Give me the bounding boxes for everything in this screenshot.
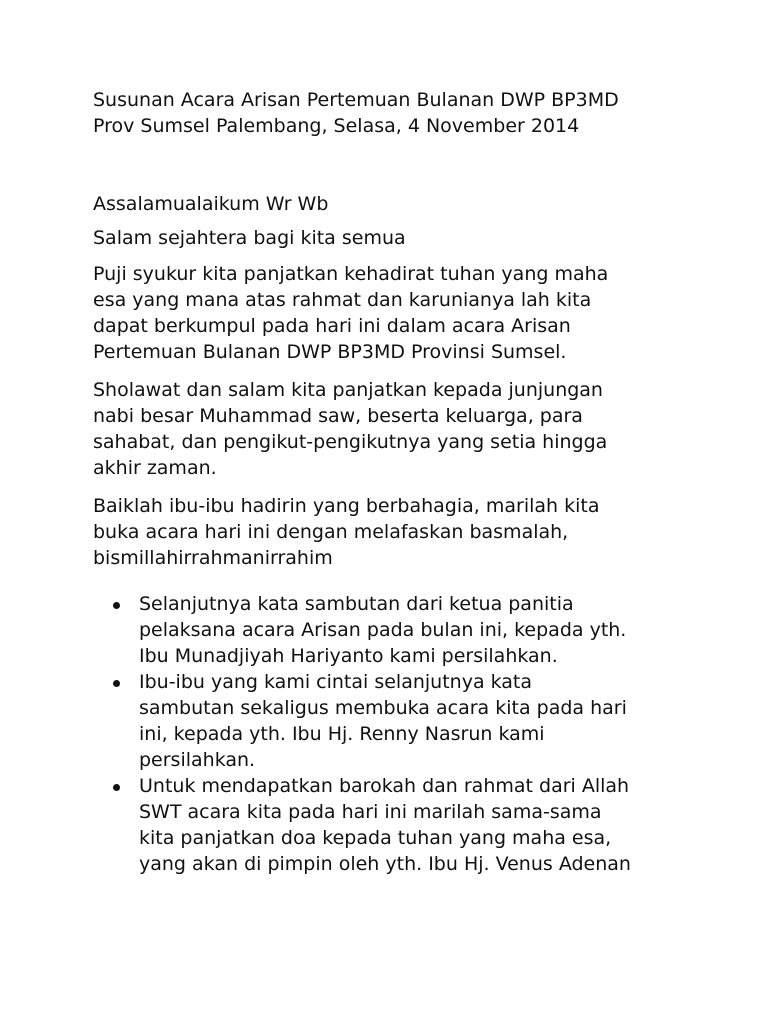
agenda-line: Untuk mendapatkan barokah dan rahmat dari Allah — [139, 775, 630, 797]
paragraph-basmalah — [93, 493, 693, 571]
title-line: Prov Sumsel Palembang, Selasa, 4 November 2014 — [93, 115, 580, 137]
paragraph-sholawat — [93, 377, 693, 481]
paragraph-line: nabi besar Muhammad saw, beserta keluarga, para — [93, 405, 583, 427]
paragraph-line: Sholawat dan salam kita panjatkan kepada junjungan — [93, 379, 603, 401]
agenda-item — [93, 669, 693, 773]
bullet-icon — [113, 784, 120, 791]
agenda-line: Ibu Munadjiyah Hariyanto kami persilahkan. — [139, 645, 558, 667]
agenda-item — [93, 773, 693, 877]
agenda-line: persilahkan. — [139, 749, 256, 771]
paragraph-line: Puji syukur kita panjatkan kehadirat tuhan yang maha — [93, 263, 609, 285]
paragraph-line: buka acara hari ini dengan melafaskan basmalah, — [93, 521, 569, 543]
paragraph-line: Baiklah ibu-ibu hadirin yang berbahagia, marilah kita — [93, 495, 600, 517]
salam-line: Salam sejahtera bagi kita semua — [93, 227, 406, 249]
agenda-line: pelaksana acara Arisan pada bulan ini, kepada yth. — [139, 619, 627, 641]
paragraph-line: bismillahirrahmanirrahim — [93, 547, 333, 569]
paragraph-line: esa yang mana atas rahmat dan karunianya lah kita — [93, 289, 592, 311]
bullet-icon — [113, 602, 120, 609]
document-title — [93, 87, 693, 139]
paragraph-line: dapat berkumpul pada hari ini dalam acara Arisan — [93, 315, 571, 337]
paragraph-puji-syukur — [93, 261, 693, 365]
agenda-line: Ibu-ibu yang kami cintai selanjutnya kata — [139, 671, 533, 693]
greeting: Assalamualaikum Wr Wb — [93, 193, 329, 215]
agenda-line: sambutan sekaligus membuka acara kita pada hari — [139, 697, 627, 719]
agenda-line: SWT acara kita pada hari ini marilah sama-sama — [139, 801, 602, 823]
agenda-line: ini, kepada yth. Ibu Hj. Renny Nasrun kami — [139, 723, 545, 745]
paragraph-line: akhir zaman. — [93, 457, 217, 479]
agenda-line: Selanjutnya kata sambutan dari ketua panitia — [139, 593, 574, 615]
bullet-icon — [113, 680, 120, 687]
agenda-item — [93, 591, 693, 669]
agenda-line: yang akan di pimpin oleh yth. Ibu Hj. Venus Adenan — [139, 853, 631, 875]
agenda-list — [93, 591, 693, 877]
paragraph-line: sahabat, dan pengikut-pengikutnya yang setia hingga — [93, 431, 608, 453]
paragraph-line: Pertemuan Bulanan DWP BP3MD Provinsi Sumsel. — [93, 341, 567, 363]
agenda-line: kita panjatkan doa kepada tuhan yang maha esa, — [139, 827, 612, 849]
title-line: Susunan Acara Arisan Pertemuan Bulanan DWP BP3MD — [93, 89, 619, 111]
document-body — [93, 87, 693, 877]
